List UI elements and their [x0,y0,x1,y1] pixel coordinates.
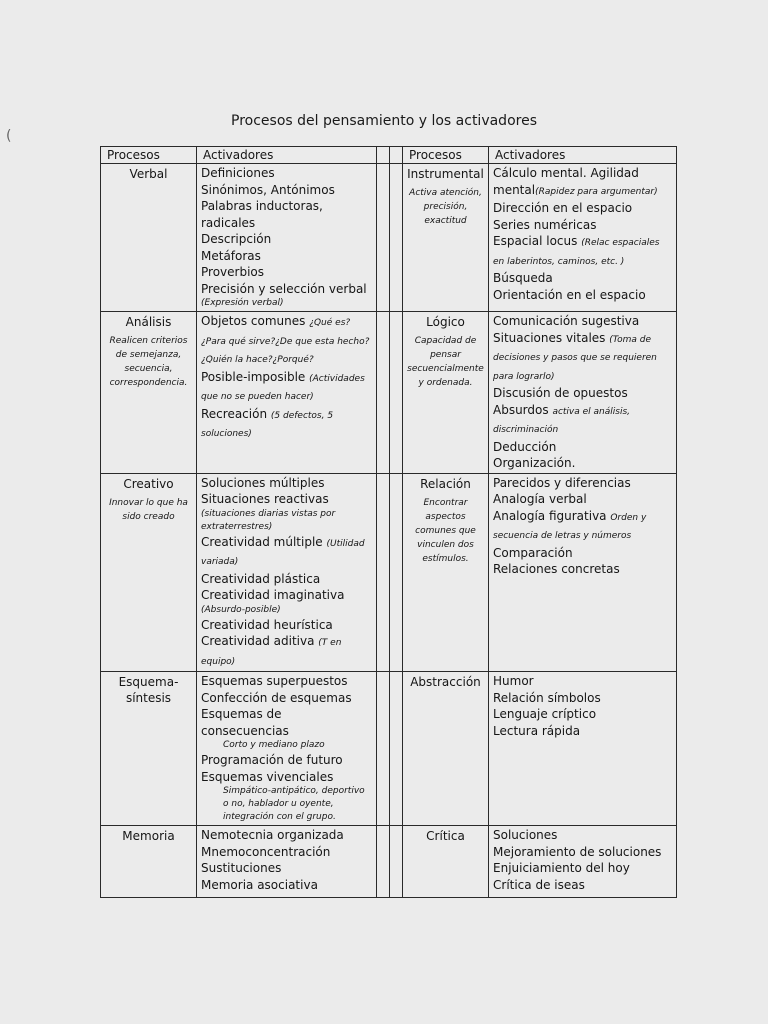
activator-detail: ¿Qué es?¿Para qué sirve?¿De que esta hecho?¿Quién la hace?¿Porqué? [201,318,370,365]
process-cell [403,672,489,826]
activator-item [493,165,672,182]
activator-text: Esquemas superpuestos [201,674,348,688]
activator-item [493,860,672,877]
activator-text: Creatividad imaginativa [201,588,345,602]
activator-item [201,248,372,265]
activator-text: Situaciones reactivas [201,492,329,506]
activator-item [201,369,372,406]
activator-item [201,264,372,281]
process-name: Creativo [123,476,174,491]
activator-item [201,860,372,877]
activator-item [493,217,672,234]
activator-text: Lenguaje críptico [493,707,597,721]
activator-text: Proverbios [201,265,264,279]
activator-item [493,270,672,287]
activator-text: Analogía figurativa [493,508,611,523]
process-name: Relación [420,476,471,491]
activator-text: Espacial locus [493,234,582,248]
process-name: Memoria [122,829,175,843]
activator-item [201,231,372,248]
activator-text: Deducción [493,439,557,454]
activator-text: Comparación [493,545,573,560]
process-cell [403,312,489,474]
activator-item [493,200,672,217]
table-row [101,164,677,312]
activator-item [493,233,672,270]
process-name: Análisis [125,315,172,329]
process-note: Realicen criterios de semejanza, secuencia, correspondencia. [109,336,188,388]
header-activadores-right: Activadores [489,147,677,164]
activator-text: Orientación en el espacio [493,287,646,302]
activator-item: Simpático-antipático, deportivo o no, hablador u oyente, integración con el grupo. [223,786,365,822]
table-row [101,473,677,672]
activator-text: Crítica de iseas [493,877,585,892]
activator-item [493,690,672,707]
activator-item [201,406,372,443]
activator-text: Esquemas vivenciales [201,769,334,784]
activator-detail: Orden y secuencia de letras y números [493,512,647,541]
column-divider [377,147,390,164]
process-name: Crítica [426,829,465,843]
process-cell [101,473,197,672]
activator-item [493,561,672,578]
activator-text: Metáforas [201,248,261,263]
activator-detail: activa el análisis, discriminación [493,406,631,435]
activator-item [493,313,672,330]
activator-text: Mnemoconcentración [201,844,331,859]
activator-text: Parecidos y diferencias [493,475,631,490]
activator-text: Absurdos [493,402,553,417]
activators-cell [489,473,677,672]
column-divider [377,312,390,474]
activator-item [493,402,672,439]
activator-text: Soluciones múltiples [201,475,325,490]
activator-item [201,617,372,634]
process-note: Innovar lo que ha sido creado [109,497,188,522]
activator-text: Lectura rápida [493,723,581,738]
activator-detail: (Rapidez para argumentar) [535,186,658,197]
activator-text: Organización. [493,456,576,470]
column-divider [377,672,390,826]
header-procesos-left: Procesos [101,147,197,164]
activator-item [201,182,372,199]
activator-item: (situaciones diarias vistas por extraterrestres) [201,508,336,532]
activator-text: Creatividad aditiva [201,634,319,648]
activators-cell [197,672,377,826]
process-cell [101,826,197,898]
activator-detail: (Actividades que no se pueden hacer) [201,373,365,402]
activator-text: Situaciones vitales [493,330,610,345]
activator-item [493,182,672,201]
activator-text: Precisión y selección verbal [201,281,367,296]
activator-item [201,633,372,670]
activator-text: Objetos comunes [201,314,310,328]
activator-text: Series numéricas [493,217,597,232]
activator-item [493,545,672,562]
activator-item [493,673,672,690]
process-name: Lógico [426,315,465,329]
activator-text: Recreación [201,406,271,421]
activator-detail: (Toma de decisiones y pasos que se requieren para lograrlo) [493,334,657,382]
activator-item [493,330,672,386]
column-divider [390,672,403,826]
activators-cell [489,826,677,898]
activator-detail: (5 defectos, 5 soluciones) [201,410,334,439]
activator-item [201,198,372,231]
activator-item [201,673,372,690]
table-header-row [101,147,677,164]
activator-item [493,844,672,861]
activator-text: Nemotecnia organizada [201,828,344,842]
activator-item [493,877,672,894]
process-cell [101,672,197,826]
process-name: Abstracción [410,675,481,689]
activator-item [493,491,672,508]
activators-cell [197,826,377,898]
column-divider [390,826,403,898]
activator-item [201,827,372,844]
activator-item [201,690,372,707]
activator-item [493,385,672,402]
activator-text: Relaciones concretas [493,562,620,576]
activator-text: Creatividad plástica [201,571,321,586]
table-row [101,826,677,898]
activator-item [493,475,672,492]
activator-item [201,877,372,894]
activator-text: mental [493,182,536,197]
activator-item [201,491,372,508]
activator-text: Búsqueda [493,271,553,285]
page-title: Procesos del pensamiento y los activadores [231,113,537,129]
activator-item [201,706,372,739]
activator-item: Corto y mediano plazo [223,740,325,750]
activator-item [201,587,372,604]
process-note: Activa atención, precisión, exactitud [409,188,482,226]
activator-text: Creatividad heurística [201,617,333,632]
column-divider [377,826,390,898]
column-divider [390,312,403,474]
activators-cell [489,672,677,826]
activator-item [201,571,372,588]
column-divider [390,473,403,672]
activators-cell [197,164,377,312]
process-cell [101,312,197,474]
process-cell [101,164,197,312]
activator-text: Soluciones [493,828,558,842]
activator-item [201,165,372,182]
process-cell [403,826,489,898]
activator-item [493,706,672,723]
activator-item [201,475,372,492]
scan-artifact: ( [6,128,12,144]
activator-text: Cálculo mental. Agilidad [493,166,639,180]
table-row [101,312,677,474]
process-table [100,146,677,898]
process-cell [403,164,489,312]
activator-text: Programación de futuro [201,753,343,767]
process-cell [403,473,489,672]
column-divider [377,164,390,312]
activator-text: Mejoramiento de soluciones [493,844,662,859]
activator-text: Enjuiciamiento del hoy [493,861,630,875]
activator-text: Discusión de opuestos [493,386,628,400]
activator-text: Relación símbolos [493,690,601,705]
activator-text: Sustituciones [201,861,282,875]
activator-text: Comunicación sugestiva [493,314,640,328]
column-divider [390,164,403,312]
process-name: Verbal [129,167,168,181]
activators-cell [197,312,377,474]
activator-item: (Expresión verbal) [201,298,284,308]
activator-item [201,752,372,769]
activator-text: Descripción [201,232,272,246]
activator-item [201,281,372,298]
activator-item [201,534,372,571]
activator-detail: (Relac espaciales en laberintos, caminos, etc. ) [493,238,660,267]
column-divider [377,473,390,672]
activator-item [201,769,372,786]
activator-text: Palabras inductoras, radicales [201,199,323,230]
activator-text: Posible-imposible [201,369,310,384]
activator-text: Creatividad múltiple [201,534,327,549]
process-name: Esquema-síntesis [118,675,179,705]
column-divider [390,147,403,164]
activator-detail: (Utilidad variada) [201,538,365,567]
activators-cell [489,164,677,312]
process-name: Instrumental [407,167,484,181]
activator-item [493,723,672,740]
activator-item: (Absurdo-posible) [201,604,281,615]
activator-item [201,313,372,369]
activator-text: Definiciones [201,166,275,180]
activator-item [493,827,672,844]
table-row [101,672,677,826]
activator-text: Dirección en el espacio [493,201,633,215]
activator-text: Analogía verbal [493,492,587,506]
activator-item [493,287,672,304]
activator-item [493,508,672,545]
activator-text: Confección de esquemas [201,690,352,705]
activator-item [201,844,372,861]
process-note: Encontrar aspectos comunes que vinculen dos estímulos. [415,497,476,564]
activator-text: Memoria asociativa [201,877,318,892]
activator-item [493,439,672,456]
activators-cell [489,312,677,474]
table-body [101,164,677,898]
activator-text: Humor [493,674,534,688]
activator-detail: (T en equipo) [201,638,342,667]
header-activadores-left: Activadores [197,147,377,164]
activators-cell [197,473,377,672]
process-note: Capacidad de pensar secuencialmente y ordenada. [407,336,484,388]
activator-text: Esquemas de consecuencias [201,707,289,738]
header-procesos-right: Procesos [403,147,489,164]
activator-text: Sinónimos, Antónimos [201,182,335,197]
activator-item [493,455,672,472]
